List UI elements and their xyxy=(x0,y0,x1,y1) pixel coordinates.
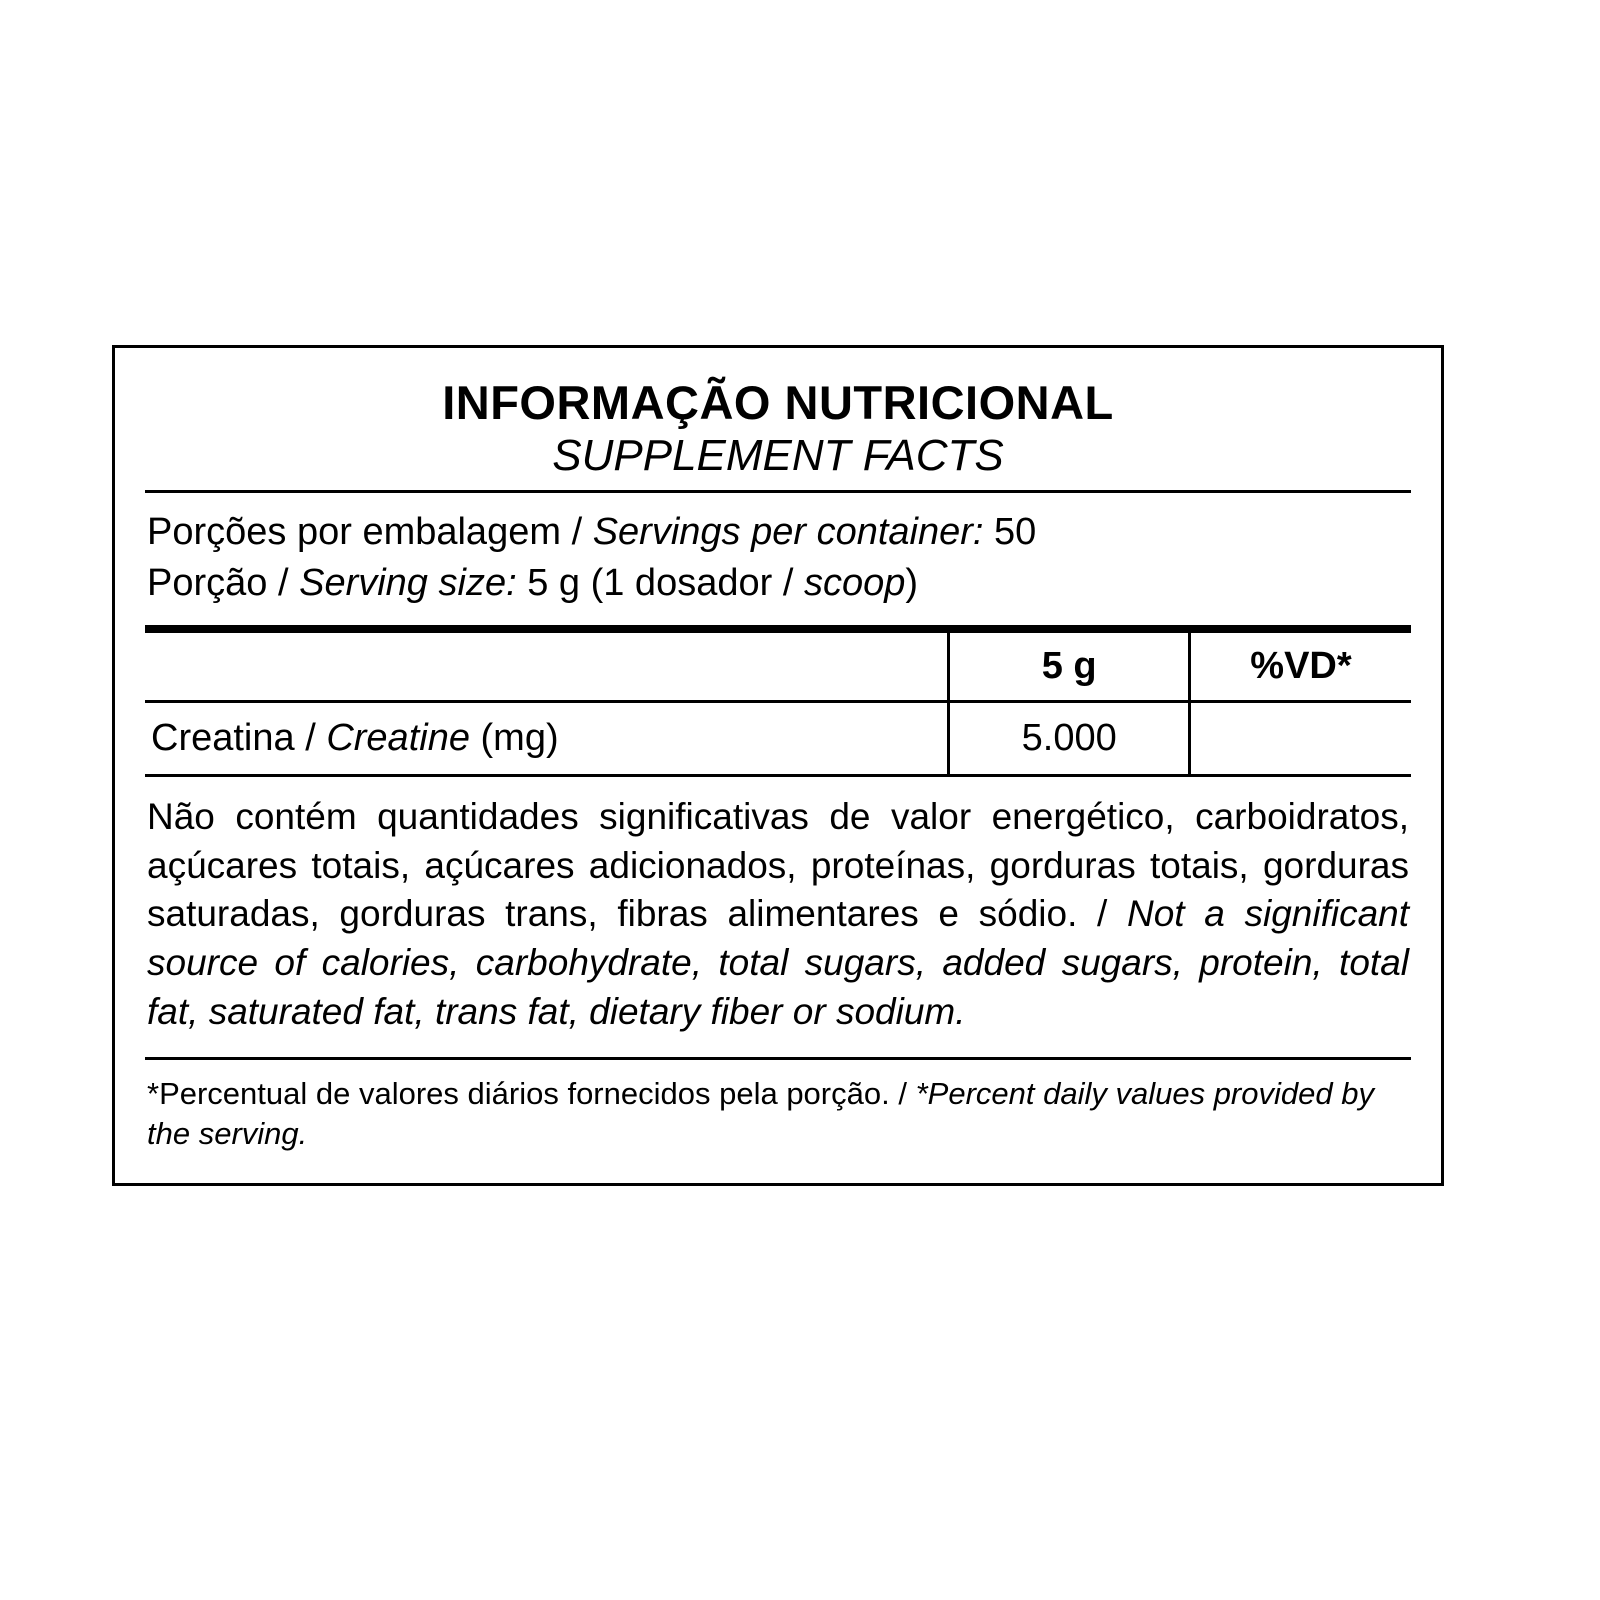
serving-size-value-pt: 5 g (1 dosador xyxy=(527,561,773,604)
page-subtitle: SUPPLEMENT FACTS xyxy=(552,430,1004,480)
servings-per-container-label-en: Servings per container: xyxy=(592,511,984,554)
nutrient-name-en: Creatine xyxy=(326,716,470,759)
nutrient-name-pt: Creatina xyxy=(151,716,295,759)
serving-size-separator-2: / xyxy=(782,561,794,604)
divider-above-table xyxy=(145,625,1411,633)
serving-size-value-close: ) xyxy=(905,561,919,604)
serving-size-separator: / xyxy=(277,561,289,604)
servings-per-container-separator: / xyxy=(571,511,583,554)
nutrition-facts-panel xyxy=(112,345,1444,1186)
nutrient-unit: (mg) xyxy=(480,716,559,759)
disclaimer-en: Not a significant source of calories, carbohydrate, total sugars, added sugars, protein, total fat, saturated fat, trans fat, dietary fiber or sodium. xyxy=(147,893,1409,1033)
nutrient-amount-cell: 5.000 xyxy=(949,701,1190,775)
servings-per-container-value: 50 xyxy=(994,511,1037,554)
disclaimer-separator: / xyxy=(1097,893,1108,935)
footnote-en: *Percent daily values provided by the serving. xyxy=(147,1075,1374,1152)
serving-size-value-en: scoop xyxy=(803,561,906,604)
nutrient-name-cell xyxy=(145,701,949,775)
servings-per-container-label-pt: Porções por embalagem xyxy=(147,511,561,554)
column-header-daily-value: %VD* xyxy=(1189,633,1411,702)
page-title: INFORMAÇÃO NUTRICIONAL xyxy=(442,376,1114,429)
nutrition-table-head xyxy=(145,633,1411,702)
disclaimer-pt: Não contém quantidades significativas de valor energético, carboidratos, açúcares totais, açúcares adicionados, proteínas, gorduras totais, gorduras saturadas, gorduras trans, fibras alimentares e sódio. xyxy=(147,795,1409,935)
table-row xyxy=(145,701,1411,775)
footnote-pt: *Percentual de valores diários fornecidos pela porção. xyxy=(147,1075,890,1111)
table-header-row xyxy=(145,633,1411,702)
nutrient-name-separator: / xyxy=(305,716,316,759)
serving-size-label-pt: Porção xyxy=(147,561,268,604)
nutrition-table-body xyxy=(145,701,1411,775)
column-header-nutrient xyxy=(145,633,949,702)
label-title-block xyxy=(145,378,1411,480)
servings-block xyxy=(145,493,1411,625)
footnote-separator: / xyxy=(898,1075,907,1111)
servings-per-container-line xyxy=(147,507,1409,558)
nutrient-daily-value-cell xyxy=(1189,701,1411,775)
footnote-text xyxy=(145,1060,1411,1157)
column-header-amount: 5 g xyxy=(949,633,1190,702)
serving-size-label-en: Serving size: xyxy=(299,561,517,604)
disclaimer-text xyxy=(145,777,1411,1049)
nutrition-table xyxy=(145,633,1411,777)
serving-size-line xyxy=(147,558,1409,609)
